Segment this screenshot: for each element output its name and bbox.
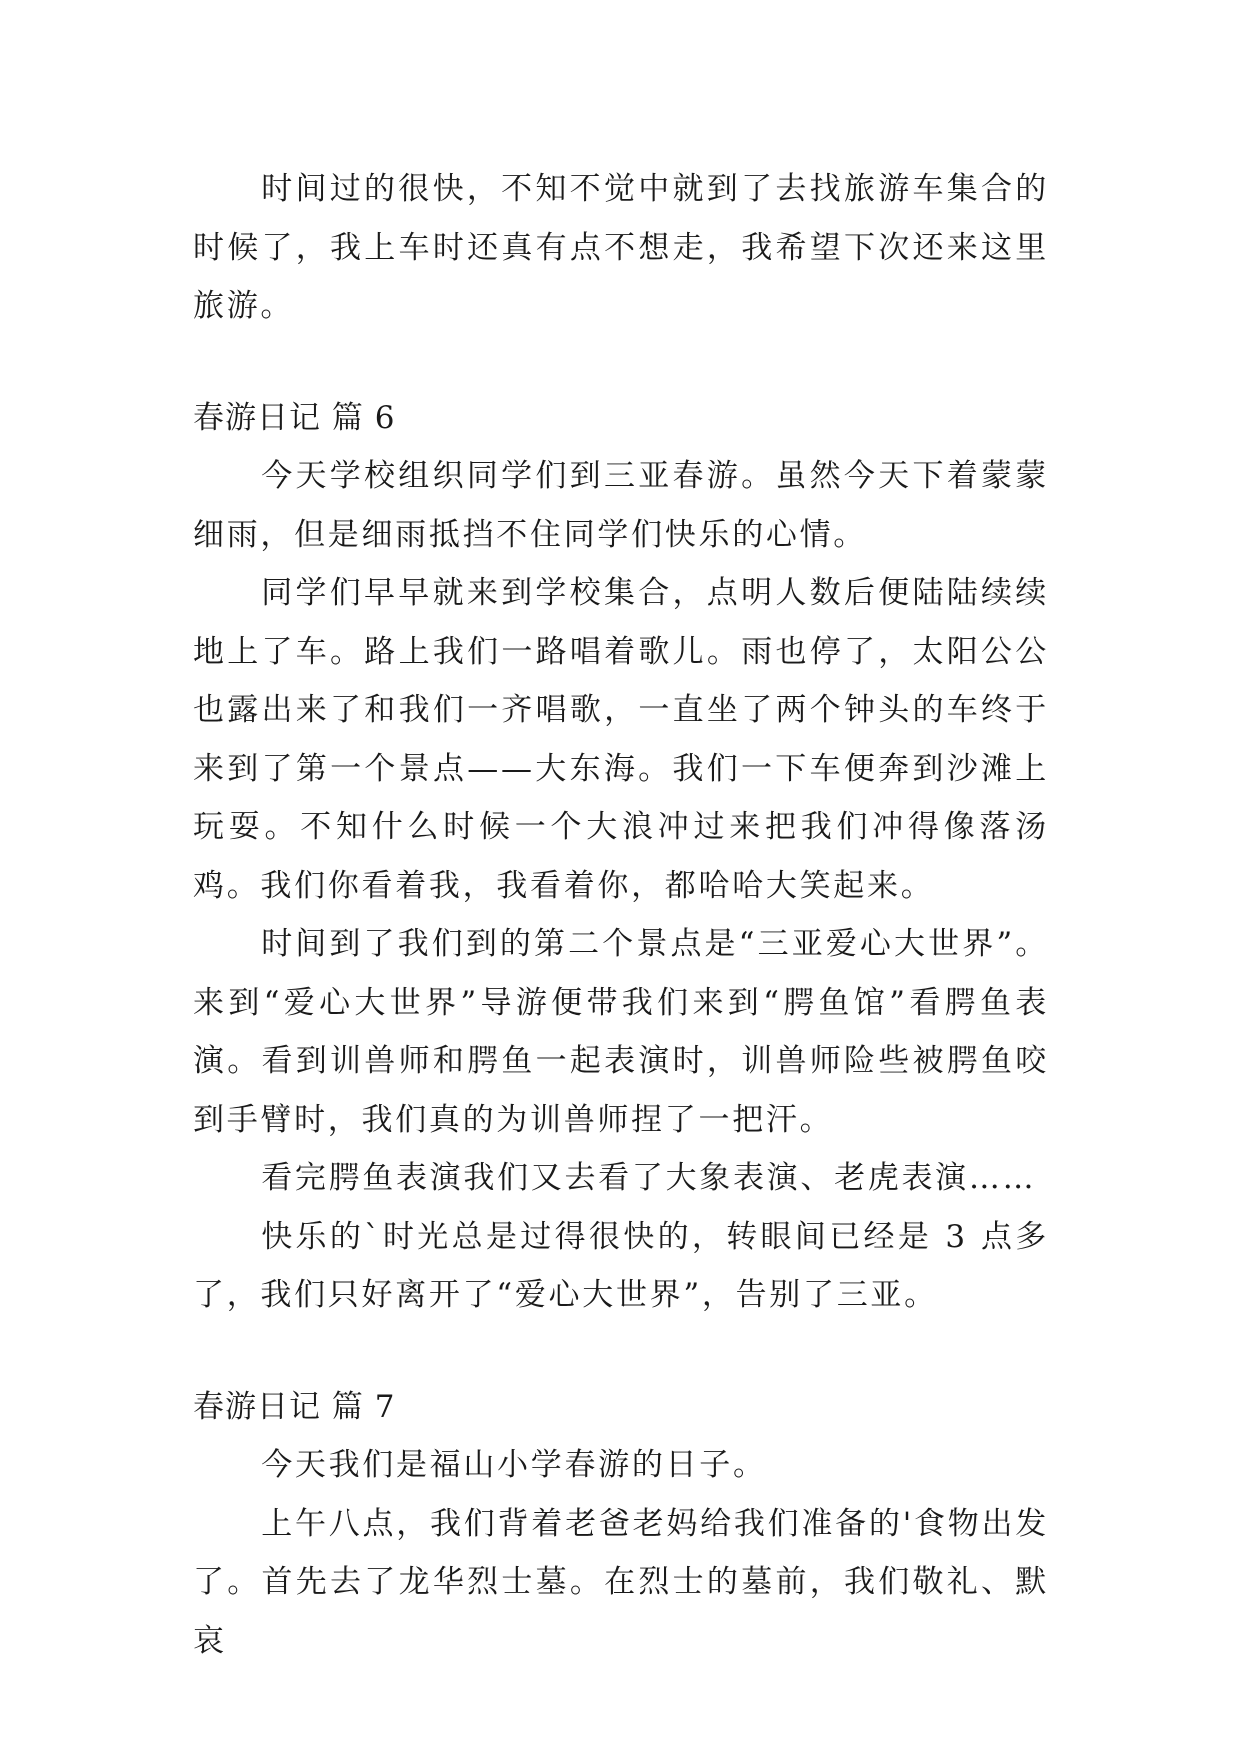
section-heading: 春游日记 篇 7 (193, 1388, 396, 1425)
paragraph: 看完腭鱼表演我们又去看了大象表演、老虎表演…… (261, 1160, 1037, 1196)
paragraph: 今天学校组织同学们到三亚春游。虽然今天下着蒙蒙细雨，但是细雨抵挡不住同学们快乐的心情。 (193, 458, 1049, 553)
paragraph: 快乐的`时光总是过得很快的，转眼间已经是 3 点多了，我们只好离开了“爱心大世界”，告别了三亚。 (193, 1218, 1049, 1313)
section-spacer (193, 1325, 1049, 1378)
section-heading: 春游日记 篇 6 (193, 399, 396, 436)
paragraph: 同学们早早就来到学校集合，点明人数后便陆陆续续地上了车。路上我们一路唱着歌儿。雨也停了，太阳公公也露出来了和我们一齐唱歌，一直坐了两个钟头的车终于来到了第一个景点——大东海。我们一下车便奔到沙滩上玩耍。不知什么时候一个大浪冲过来把我们冲得像落汤鸡。我们你看着我，我看着你，都哈哈大笑起来。 (193, 575, 1049, 904)
paragraph: 上午八点，我们背着老爸老妈给我们准备的'食物出发了。首先去了龙华烈士墓。在烈士的墓前，我们敬礼、默哀 (193, 1505, 1049, 1659)
paragraph: 时间过的很快，不知不觉中就到了去找旅游车集合的时候了，我上车时还真有点不想走，我希望下次还来这里旅游。 (193, 171, 1049, 324)
section-7 (193, 1378, 1049, 1671)
paragraph: 时间到了我们到的第二个景点是“三亚爱心大世界”。来到“爱心大世界”导游便带我们来到“腭鱼馆”看腭鱼表演。看到训兽师和腭鱼一起表演时，训兽师险些被腭鱼咬到手臂时，我们真的为训兽师捏了一把汗。 (193, 926, 1049, 1138)
document-body (193, 160, 1049, 1670)
paragraph: 今天我们是福山小学春游的日子。 (261, 1447, 767, 1483)
section-6 (193, 389, 1049, 1325)
section-spacer (193, 336, 1049, 389)
